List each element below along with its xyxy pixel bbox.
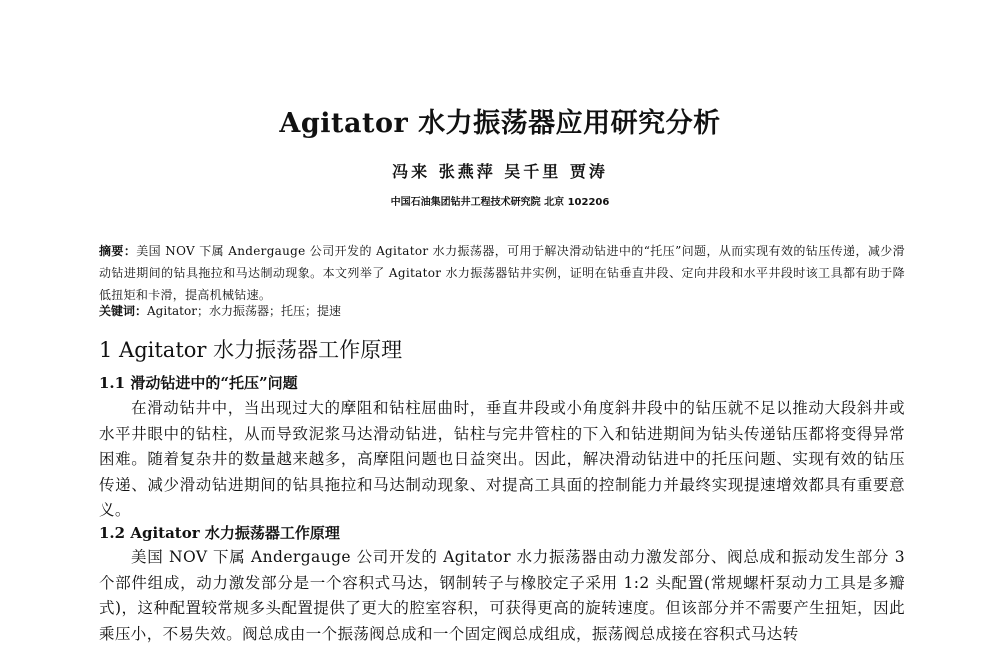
keywords-label: 关键词：	[99, 304, 148, 318]
subsection-heading-1-2: 1.2 Agitator 水力振荡器工作原理	[99, 524, 340, 542]
paper-title: Agitator 水力振荡器应用研究分析	[279, 108, 721, 139]
abstract	[99, 240, 905, 306]
paragraph-1-1: 在滑动钻井中，当出现过大的摩阻和钻柱屈曲时，垂直井段或小角度斜井段中的钻压就不足以推动大段斜井或水平井眼中的钻柱，从而导致泥浆马达滑动钻进，钻柱与完井管柱的下入和钻进期间为钻头传递钻压都将变得异常困难。随着复杂井的数量越来越多，高摩阻问题也日益突出。因此，解决滑动钻进中的托压问题、实现有效的钻压传递、减少滑动钻进期间的钻具拖拉和马达制动现象、对提高工具面的控制能力并最终实现提速增效都具有重要意义。	[99, 399, 905, 519]
subsection-heading-1-1: 1.1 滑动钻进中的“托压”问题	[99, 374, 298, 392]
section-heading-1: 1 Agitator 水力振荡器工作原理	[99, 338, 403, 362]
abstract-text: 美国 NOV 下属 Andergauge 公司开发的 Agitator 水力振荡器，可用于解决滑动钻进中的“托压”问题，从而实现有效的钻压传递，减少滑动钻进期间的钻具拖拉和马达制动现象。本文列举了 Agitator 水力振荡器钻井实例，证明在钻垂直井段、定向井段和水平井段时该工具都有助于降低扭矩和卡滑，提高机械钻速。	[99, 244, 905, 302]
abstract-label: 摘要：	[99, 244, 137, 258]
paragraph-1-2: 美国 NOV 下属 Andergauge 公司开发的 Agitator 水力振荡器由动力激发部分、阀总成和振动发生部分 3 个部件组成，动力激发部分是一个容积式马达，钢制转子与橡胶定子采用 1:2 头配置(常规螺杆泵动力工具是多瓣式)，这种配置较常规多头配置提供了更大的腔室容积，可获得更高的旋转速度。但该部分并不需要产生扭矩，因此乘压小，不易失效。阀总成由一个振荡阀总成和一个固定阀总成组成，振荡阀总成接在容积式马达转	[99, 548, 905, 643]
author-list: 冯来 张燕萍 吴千里 贾涛	[392, 162, 608, 181]
affiliation: 中国石油集团钻井工程技术研究院 北京 102206	[390, 197, 610, 208]
keywords-text: Agitator；水力振荡器；托压；提速	[147, 304, 341, 318]
keywords	[99, 301, 905, 321]
